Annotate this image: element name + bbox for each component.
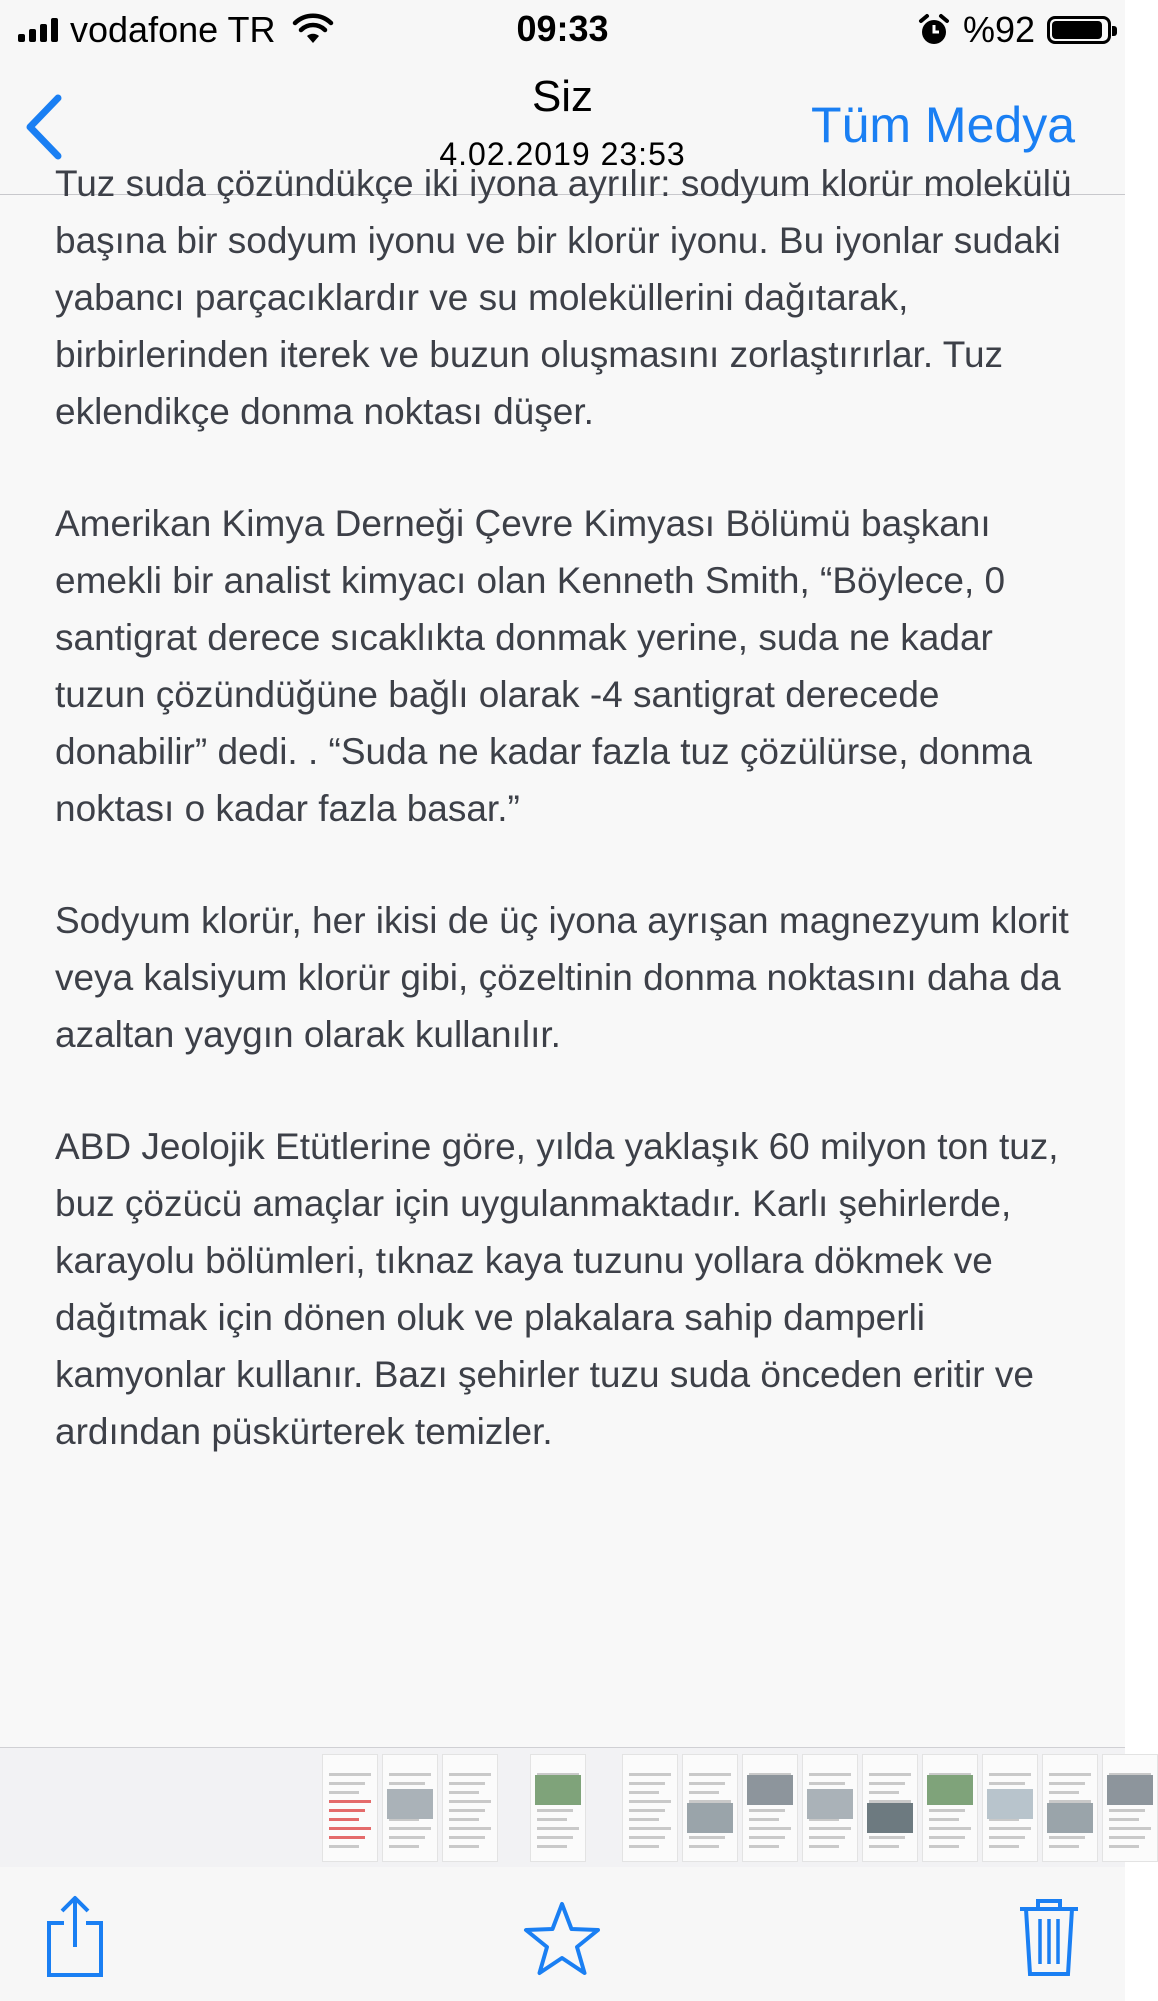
delete-button[interactable] — [1018, 1897, 1080, 1982]
thumbnail[interactable] — [382, 1754, 438, 1862]
thumbnail[interactable] — [1042, 1754, 1098, 1862]
thumbnail[interactable] — [682, 1754, 738, 1862]
article-paragraph: Amerikan Kimya Derneği Çevre Kimyası Bölümü başkanı emekli bir analist kimyacı olan Kenneth Smith, “Böylece, 0 santigrat derece sıcaklıkta donmak yerine, suda ne kadar tuzun çözündüğüne bağlı olarak -4 santigrat derecede donabilir” dedi. . “Suda ne kadar fazla tuz çözülürse, donma noktası o kadar fazla basar.” — [55, 503, 1032, 829]
article-paragraph: Sodyum klorür, her ikisi de üç iyona ayrışan magnezyum klorit veya kalsiyum klorür gibi, çözeltinin donma noktasını daha da azaltan yaygın olarak kullanılır. — [55, 900, 1069, 1055]
thumbnail[interactable] — [922, 1754, 978, 1862]
article-paragraph: ABD Jeolojik Etütlerine göre, yılda yaklaşık 60 milyon ton tuz, buz çözücü amaçlar için uygulanmaktadır. Karlı şehirlerde, karayolu bölümleri, tıknaz kaya tuzunu yollara dökmek ve dağıtmak için dönen oluk ve plakalara sahip damperli kamyonlar kullanır. Bazı şehirler tuzu suda önceden eritir ve ardından püskürterek temizler. — [55, 1126, 1059, 1452]
battery-percent: %92 — [962, 9, 1035, 50]
thumbnail[interactable] — [862, 1754, 918, 1862]
thumbnail[interactable] — [530, 1754, 586, 1862]
article-text — [55, 155, 1075, 1515]
thumbnail-strip[interactable] — [0, 1747, 1125, 1868]
status-bar — [0, 0, 1125, 60]
thumbnail[interactable] — [742, 1754, 798, 1862]
carrier-name: vodafone TR — [70, 9, 276, 50]
battery-icon — [1047, 16, 1111, 44]
share-icon — [44, 1895, 106, 1979]
thumbnail[interactable] — [982, 1754, 1038, 1862]
battery-fill — [1052, 21, 1102, 39]
thumbnail[interactable] — [802, 1754, 858, 1862]
star-icon — [522, 1901, 602, 1977]
thumbnail[interactable] — [442, 1754, 498, 1862]
alarm-icon — [917, 13, 951, 47]
photo-content[interactable] — [0, 163, 1125, 1747]
status-right — [917, 8, 1111, 52]
article-paragraph: Tuz suda çözündükçe iki iyona ayrılır: sodyum klorür molekülü başına bir sodyum iyonu ve bir klorür iyonu. Bu iyonlar sudaki yabancı parçacıklardır ve su moleküllerini dağıtarak, birbirlerinden iterek ve buzun oluşmasını zorlaştırırlar. Tuz eklendikçe donma noktası düşer. — [55, 163, 1072, 432]
share-button[interactable] — [44, 1895, 106, 1984]
nav-subtitle: 4.02.2019 23:53 — [439, 136, 686, 172]
thumbnail[interactable] — [322, 1754, 378, 1862]
favorite-button[interactable] — [522, 1901, 602, 1982]
trash-icon — [1018, 1897, 1080, 1977]
nav-title: Siz — [531, 72, 594, 121]
thumbnail[interactable] — [622, 1754, 678, 1862]
clock: 09:33 — [516, 8, 609, 49]
bottom-toolbar — [0, 1867, 1125, 2001]
thumbnail[interactable] — [1102, 1754, 1158, 1862]
all-media-button[interactable]: Tüm Medya — [811, 97, 1075, 153]
